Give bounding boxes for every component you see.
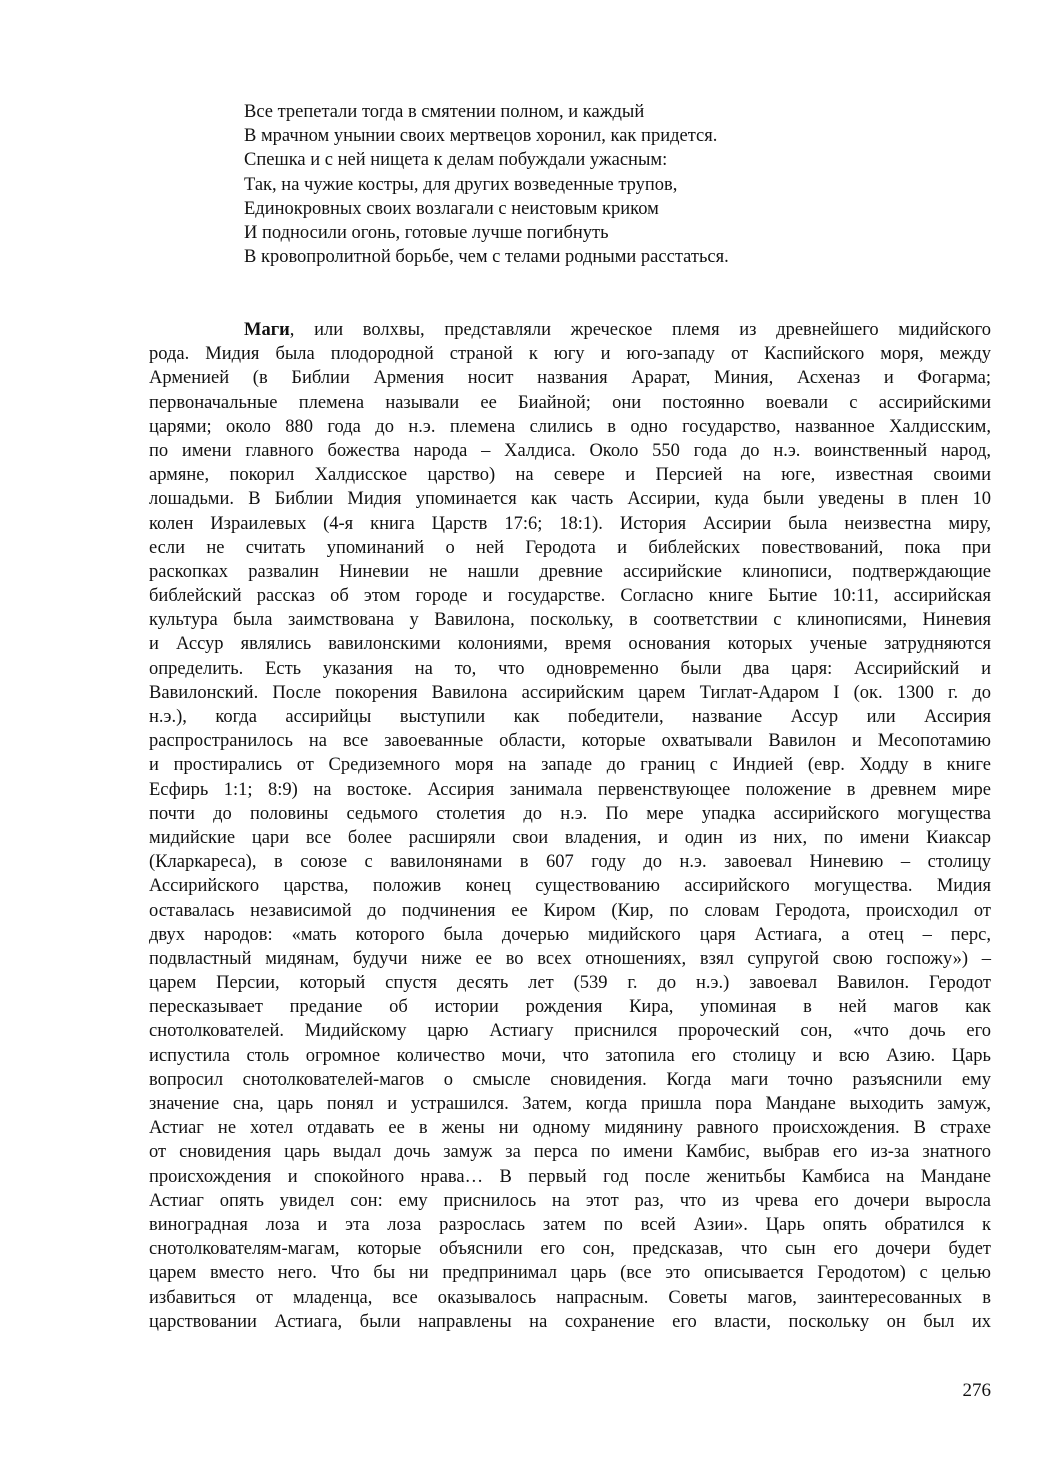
article-line: снотолкователей. Мидийскому царю Астиагу приснился пророческий сон, «что дочь его [149, 1021, 991, 1042]
article-line: подвластный мидянам, будучи ниже ее во всех отношениях, взял супругой свою госпожу») – [149, 948, 991, 969]
poem-line: Так, на чужие костры, для других возведенные трупов, [244, 174, 678, 195]
poem-line: И подносили огонь, готовые лучше погибнуть [244, 223, 609, 244]
article-line: лошадьми. В Библии Мидия упоминается как часть Ассирии, куда были уведены в плен 10 [149, 489, 991, 510]
article-line: избавиться от младенца, все оказывалось напрасным. Советы магов, заинтересованных в [149, 1287, 991, 1308]
article-line: царствовании Астиага, были направлены на сохранение его власти, поскольку он был их [149, 1311, 991, 1332]
article-paragraph [149, 318, 991, 1334]
article-term: Маги [244, 320, 290, 340]
article-line: оставалась независимой до подчинения ее Киром (Кир, по словам Геродота, происходил от [149, 900, 991, 921]
article-line: мидийские цари все более расширяли свои владения, и один из них, по имени Киаксар [149, 827, 991, 848]
article-line: колен Израилевых (4-я книга Царств 17:6; 18:1). История Ассирии была неизвестна миру, [149, 513, 991, 534]
article-line: по имени главного божества народа – Халдиса. Около 550 года до н.э. воинственный народ, [149, 440, 991, 461]
article-line: двух народов: «мать которого была дочерью мидийского царя Астиага, а отец – перс, [149, 924, 991, 945]
page-number: 276 [962, 1380, 991, 1401]
article-line: определить. Есть указания на то, что одновременно были два царя: Ассирийский и [149, 658, 991, 679]
poem-line: В мрачном унынии своих мертвецов хоронил, как придется. [244, 126, 718, 147]
poem-line: Единокровных своих возлагали с неистовым криком [244, 198, 659, 219]
article-body-lines [149, 342, 991, 1334]
article-line: вопросил снотолкователей-магов о смысле сновидения. Когда маги точно разъяснили ему [149, 1069, 991, 1090]
article-line: культура была заимствована у Вавилона, поскольку, в соответствии с клинописями, Ниневия [149, 610, 991, 631]
article-line: и простирались от Средиземного моря на западе до границ с Индией (евр. Ходду в книге [149, 755, 991, 776]
article-line: пересказывает предание об истории рождения Кира, упоминая в ней магов как [149, 997, 991, 1018]
article-line: и Ассур являлись вавилонскими колониями, время основания которых ученые затрудняются [149, 634, 991, 655]
article-line: испустила столь огромное количество мочи, что затопила его столицу и всю Азию. Царь [149, 1045, 991, 1066]
poem-line: В кровопролитной борьбе, чем с телами родными расстаться. [244, 247, 729, 268]
article-line: армяне, покорил Халдисское царство) на севере и Персией на юге, известная своими [149, 465, 991, 486]
article-line: происхождения и спокойного нрава… В первый год после женитьбы Камбиса на Мандане [149, 1166, 991, 1187]
article-line: раскопках развалин Ниневии не нашли древние ассирийские клинописи, подтверждающие [149, 561, 991, 582]
article-first-line-text: , или волхвы, представляли жреческое племя из древнейшего мидийского [289, 320, 991, 340]
poem-excerpt [244, 100, 924, 269]
article-line: распространилось на все завоеванные области, которые охватывали Вавилон и Месопотамию [149, 731, 991, 752]
article-line: рода. Мидия была плодородной страной к югу и юго-западу от Каспийского моря, между [149, 344, 991, 365]
poem-line: Спешка и с ней нищета к делам побуждали ужасным: [244, 150, 668, 171]
article-line: Ассирийского царства, положив конец существованию ассирийского могущества. Мидия [149, 876, 991, 897]
article-line: Вавилонский. После покорения Вавилона ассирийским царем Тиглат-Адаром I (ок. 1300 г. до [149, 682, 991, 703]
article-line: Есфирь 1:1; 8:9) на востоке. Ассирия занимала первенствующее положение в древнем мире [149, 779, 991, 800]
article-line: если не считать упоминаний о ней Геродота и библейских повествований, пока при [149, 537, 991, 558]
article-line: снотолкователям-магам, которые объяснили его сон, предсказав, что сын его дочери будет [149, 1239, 991, 1260]
article-line: первоначальные племена называли ее Биайной; они постоянно воевали с ассирийскими [149, 392, 991, 413]
article-line: виноградная лоза и эта лоза разрослась затем по всей Азии». Царь опять обратился к [149, 1214, 991, 1235]
article-line: библейский рассказ об этом городе и государстве. Согласно книге Бытие 10:11, ассирийская [149, 586, 991, 607]
article-line: н.э.), когда ассирийцы выступили как победители, название Ассур или Ассирия [149, 707, 991, 727]
poem-line: Все трепетали тогда в смятении полном, и каждый [244, 102, 645, 122]
article-line: значение сна, царь понял и устрашился. Затем, когда пришла пора Мандане выходить замуж, [149, 1094, 991, 1114]
article-line: Астиаг опять увидел сон: ему приснилось на этот раз, что из чрева его дочери выросла [149, 1190, 991, 1211]
article-line: царем Персии, который спустя десять лет (539 г. до н.э.) завоевал Вавилон. Геродот [149, 973, 991, 994]
article-line: (Кларкареса), в союзе с вавилонянами в 607 году до н.э. завоевал Ниневию – столицу [149, 852, 991, 873]
article-first-line [149, 318, 991, 342]
article-line: Арменией (в Библии Армения носит названия Арарат, Миния, Асхеназ и Фогарма; [149, 368, 991, 389]
article-line: от сновидения царь выдал дочь замуж за перса по имени Камбис, выбрав его из-за знатного [149, 1142, 991, 1163]
article-line: царем вместо него. Что бы ни предпринимал царь (все это описывается Геродотом) с целью [149, 1263, 991, 1284]
article-line: царями; около 880 года до н.э. племена слились в одно государство, названное Халдисским, [149, 416, 991, 437]
article-line: почти до половины седьмого столетия до н.э. По мере упадка ассирийского могущества [149, 803, 991, 824]
article-line: Астиаг не хотел отдавать ее в жены ни одному мидянину равного происхождения. В страхе [149, 1118, 991, 1139]
